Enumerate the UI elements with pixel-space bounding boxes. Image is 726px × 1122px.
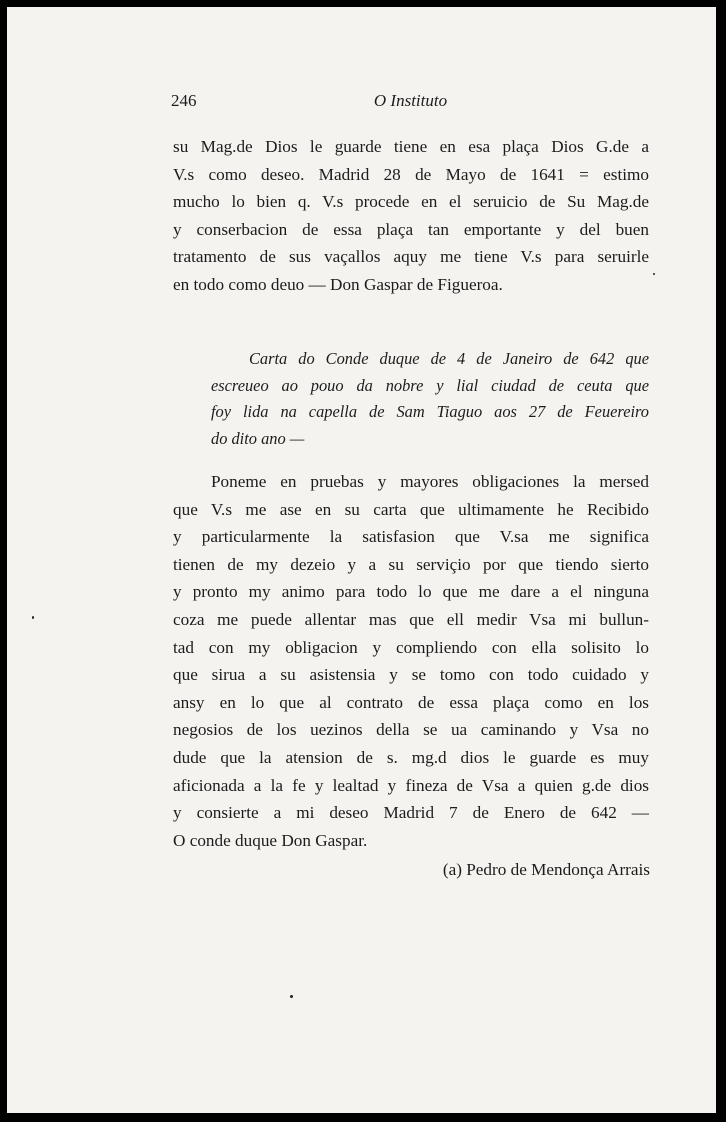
page-sheet (7, 7, 716, 1113)
text-line: Poneme en pruebas y mayores obligaciones la mersed (211, 472, 649, 491)
text-line: su Mag.de Dios le guarde tiene en esa plaça Dios G.de a (173, 137, 649, 156)
page-number: 246 (171, 91, 197, 110)
text-line: y consierte a mi deseo Madrid 7 de Enero de 642 — (173, 803, 649, 823)
running-header (171, 91, 650, 115)
text-line: aficionada a la fe y lealtad y fineza de Vsa a quien g.de dios (173, 775, 649, 795)
paragraph-letter-body (173, 468, 649, 854)
text-line: que V.s me ase en su carta que ultimamente he Recibido (173, 499, 649, 519)
text-line: dude que la atension de s. mg.d dios le guarde es muy (173, 747, 649, 767)
text-line: y conserbacion de essa plaça tan emportante y del buen (173, 219, 649, 239)
text-line: que sirua a su asistensia y se tomo con todo cuidado y (173, 665, 649, 685)
paper-speck (32, 616, 34, 619)
text-line: negosios de los uezinos della se ua caminando y Vsa no (173, 720, 649, 740)
text-line: tad con my obligacion y compliendo con ella solisito lo (173, 637, 649, 657)
text-line: O conde duque Don Gaspar. (173, 830, 368, 850)
text-line: V.s como deseo. Madrid 28 de Mayo de 1641 = estimo (173, 164, 649, 184)
text-line: y particularmente la satisfasion que V.sa me significa (173, 527, 649, 547)
text-line: mucho lo bien q. V.s procede en el seruicio de Su Mag.de (173, 192, 649, 212)
text-line: en todo como deuo — Don Gaspar de Figueroa. (173, 274, 503, 294)
text-line: ansy en lo que al contrato de essa plaça como en los (173, 692, 649, 712)
heading-line: foy lida na capella de Sam Tiaguo aos 27 de Feuereiro (211, 402, 649, 421)
text-line: tienen de my dezeio y a su serviçio por que tiendo sierto (173, 554, 649, 574)
text-line: y pronto my animo para todo lo que me dare a el ninguna (173, 582, 649, 602)
paper-speck (290, 995, 293, 998)
letter-heading (211, 346, 649, 452)
text-line: coza me puede allentar mas que ell medir Vsa mi bullun- (173, 609, 649, 629)
paper-speck (653, 273, 655, 275)
heading-line: escreueo ao pouo da nobre y lial ciudad de ceuta que (211, 375, 649, 395)
signature-line: (a) Pedro de Mendonça Arrais (442, 860, 650, 879)
heading-line: do dito ano — (211, 428, 305, 448)
text-line: tratamento de sus vaçallos aquy me tiene V.s para seruirle (173, 247, 649, 267)
heading-line: Carta do Conde duque de 4 de Janeiro de 642 que (249, 349, 649, 368)
journal-title: O Instituto (373, 91, 448, 110)
paragraph-letter-ending (173, 133, 649, 299)
